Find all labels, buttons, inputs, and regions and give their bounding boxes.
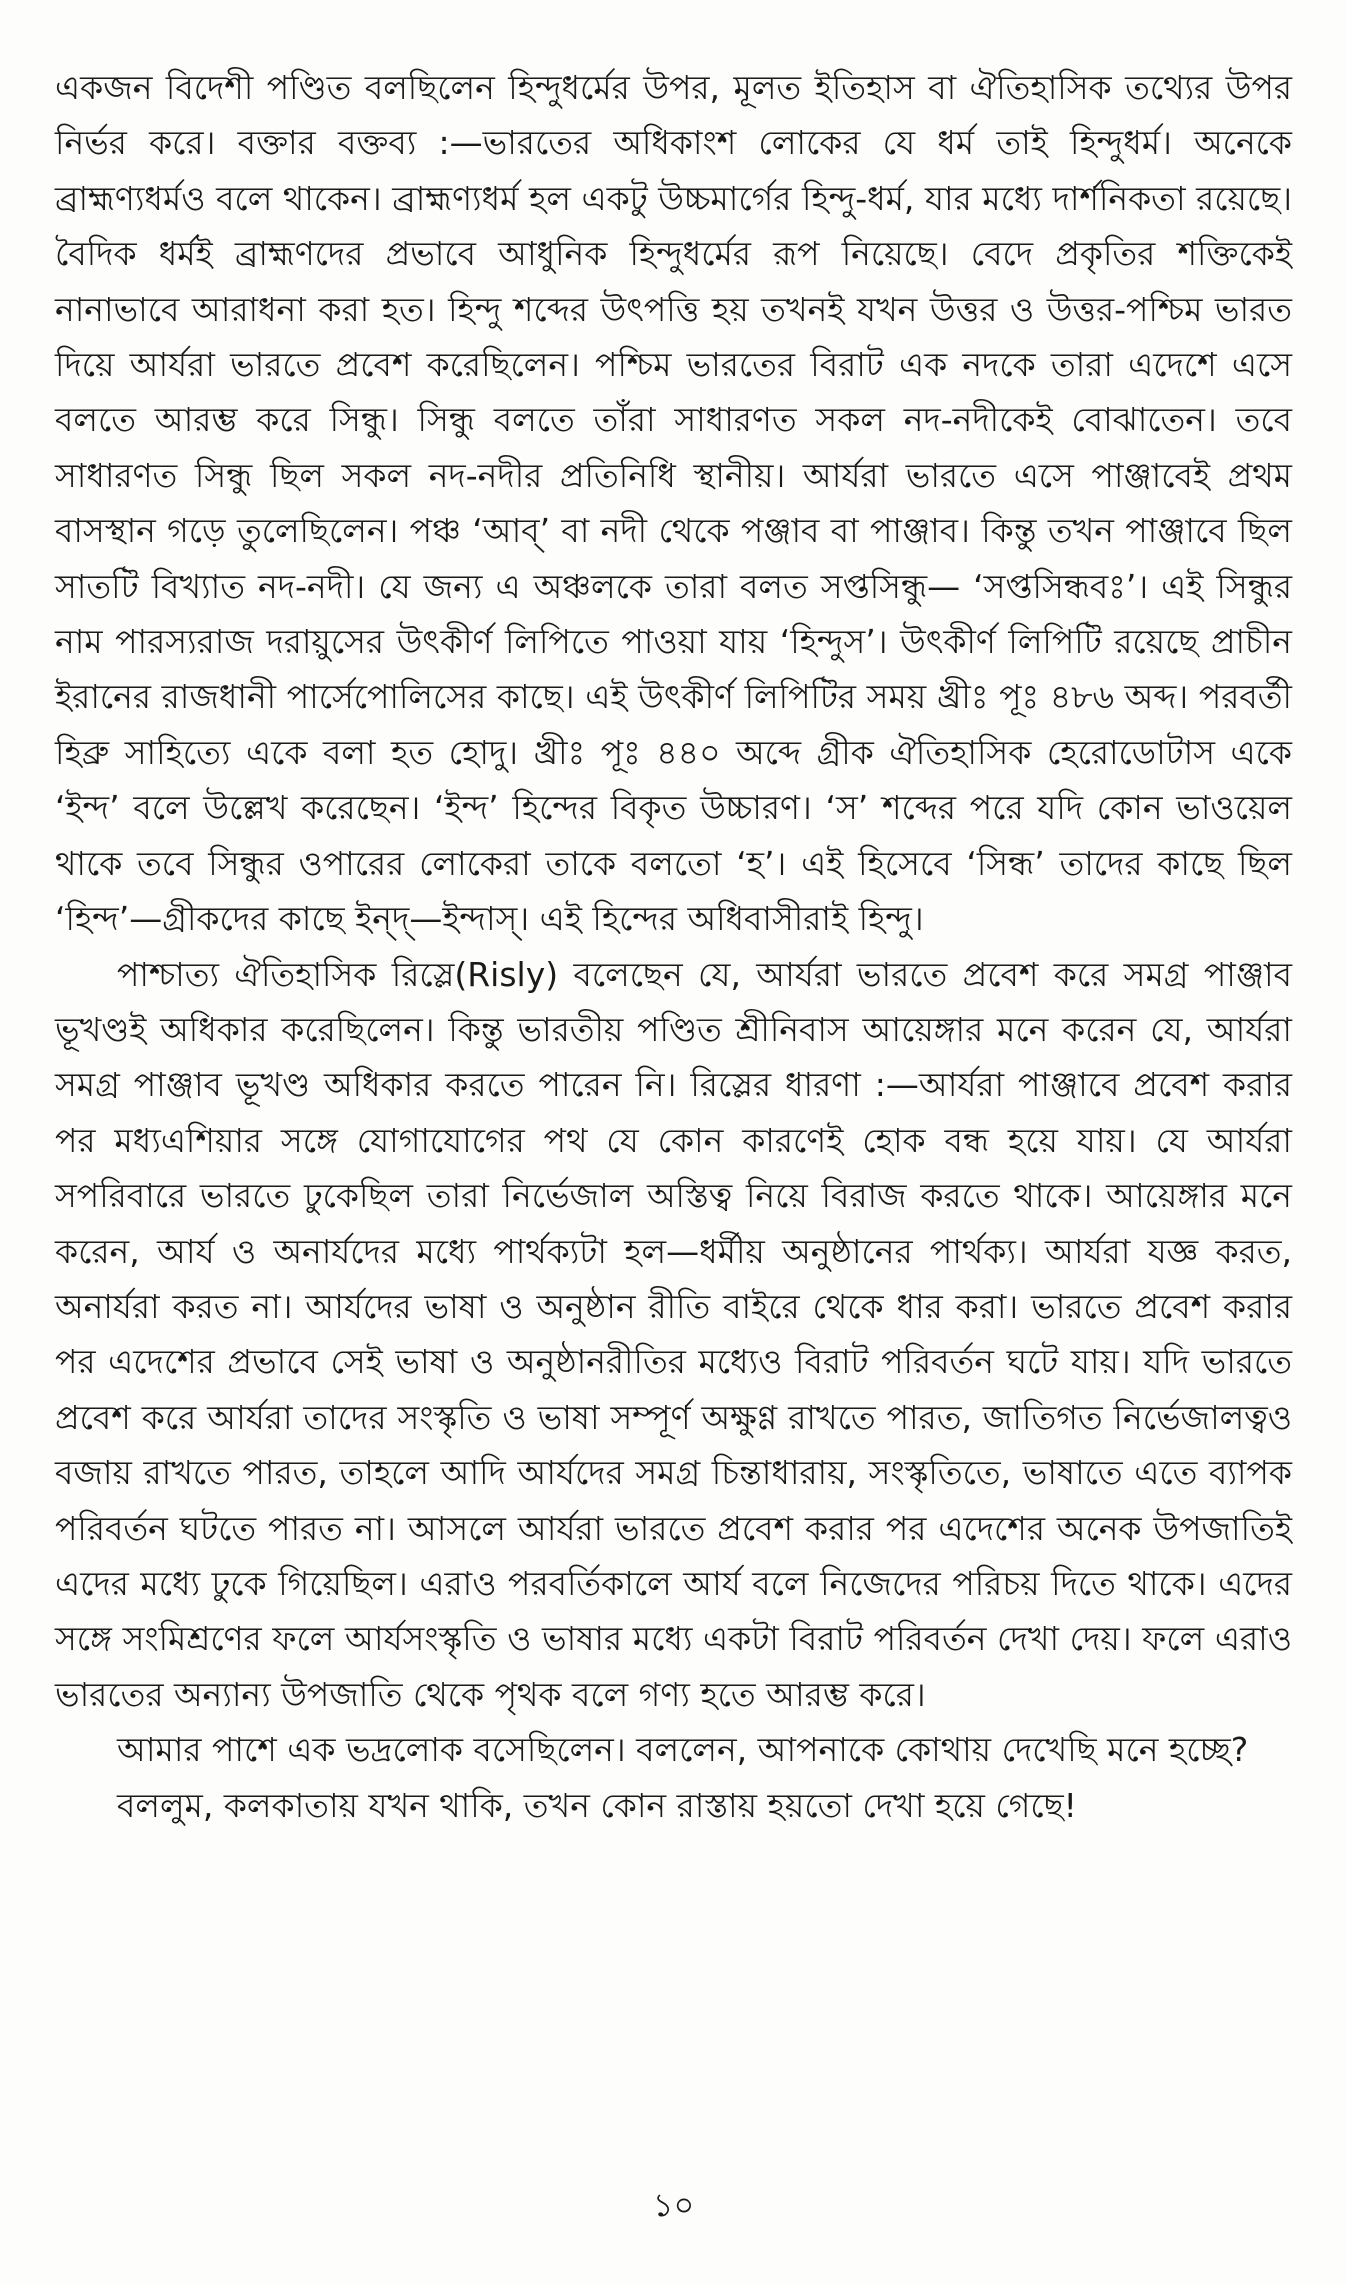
paragraph-hinduism-origin: একজন বিদেশী পণ্ডিত বলছিলেন হিন্দুধর্মের উপর, মূলত ইতিহাস বা ঐতিহাসিক তথ্যের উপর নির্ভর করে। বক্তার বক্তব্য :—ভারতের অধিকাংশ লোকের যে ধর্ম তাই হিন্দুধর্ম। অনেকে ব্রাহ্মণ্যধর্মও বলে থাকেন। ব্রাহ্মণ্যধর্ম হল একটু উচ্চমার্গের হিন্দু-ধর্ম, যার মধ্যে দার্শনিকতা রয়েছে। বৈদিক ধর্মই ব্রাহ্মণদের প্রভাবে আধুনিক হিন্দুধর্মের রূপ নিয়েছে। বেদে প্রকৃতির শক্তিকেই নানাভাবে আরাধনা করা হত। হিন্দু শব্দের উৎপত্তি হয় তখনই যখন উত্তর ও উত্তর-পশ্চিম ভারত দিয়ে আর্যরা ভারতে প্রবেশ করেছিলেন। পশ্চিম ভারতের বিরাট এক নদকে তারা এদেশে এসে বলতে আরম্ভ করে সিন্ধু। সিন্ধু বলতে তাঁরা সাধারণত সকল নদ-নদীকেই বোঝাতেন। তবে সাধারণত সিন্ধু ছিল সকল নদ-নদীর প্রতিনিধি স্থানীয়। আর্যরা ভারতে এসে পাঞ্জাবেই প্রথম বাসস্থান গড়ে তুলেছিলেন। পঞ্চ ‘আব্’ বা নদী থেকে পঞ্জাব বা পাঞ্জাব। কিন্তু তখন পাঞ্জাবে ছিল সাতটি বিখ্যাত নদ-নদী। যে জন্য এ অঞ্চলকে তারা বলত সপ্তসিন্ধু— ‘সপ্তসিন্ধবঃ’। এই সিন্ধুর নাম পারস্যরাজ দরায়ুসের উৎকীর্ণ লিপিতে পাওয়া যায় ‘হিন্দুস’। উৎকীর্ণ লিপিটি রয়েছে প্রাচীন ইরানের রাজধানী পার্সেপোলিসের কাছে। এই উৎকীর্ণ লিপিটির সময় খ্রীঃ পূঃ ৪৮৬ অব্দ। পরবর্তী হিব্রু সাহিত্যে একে বলা হত হোদু। খ্রীঃ পূঃ ৪৪০ অব্দে গ্রীক ঐতিহাসিক হেরোডোটাস একে ‘ইন্দ’ বলে উল্লেখ করেছেন। ‘ইন্দ’ হিন্দের বিকৃত উচ্চারণ। ‘স’ শব্দের পরে যদি কোন ভাওয়েল থাকে তবে সিন্ধুর ওপারের লোকেরা তাকে বলতো ‘হ’। এই হিসেবে ‘সিন্ধ’ তাদের কাছে ছিল ‘হিন্দ’—গ্রীকদের কাছে ইন্দ্—ইন্দাস্। এই হিন্দের অধিবাসীরাই হিন্দু। [55, 68, 1292, 939]
page-number: ১০ [652, 2186, 695, 2224]
paragraph-reply: বললুম, কলকাতায় যখন থাকি, তখন কোন রাস্তায় হয়তো দেখা হয়ে গেছে! [117, 1785, 1077, 1825]
page-body [55, 60, 1292, 2190]
paragraph-gentleman-question: আমার পাশে এক ভদ্রলোক বসেছিলেন। বললেন, আপনাকে কোথায় দেখেছি মনে হচ্ছে? [117, 1730, 1249, 1770]
paragraph-risley-iyengar: পাশ্চাত্য ঐতিহাসিক রিস্লে(Risly) বলেছেন যে, আর্যরা ভারতে প্রবেশ করে সমগ্র পাঞ্জাব ভূখণ্ডই অধিকার করেছিলেন। কিন্তু ভারতীয় পণ্ডিত শ্রীনিবাস আয়েঙ্গার মনে করেন যে, আর্যরা সমগ্র পাঞ্জাব ভূখণ্ড অধিকার করতে পারেন নি। রিস্লের ধারণা :—আর্যরা পাঞ্জাবে প্রবেশ করার পর মধ্যএশিয়ার সঙ্গে যোগাযোগের পথ যে কোন কারণেই হোক বন্ধ হয়ে যায়। যে আর্যরা সপরিবারে ভারতে ঢুকেছিল তারা নির্ভেজাল অস্তিত্ব নিয়ে বিরাজ করতে থাকে। আয়েঙ্গার মনে করেন, আর্য ও অনার্যদের মধ্যে পার্থক্যটা হল—ধর্মীয় অনুষ্ঠানের পার্থক্য। আর্যরা যজ্ঞ করত, অনার্যরা করত না। আর্যদের ভাষা ও অনুষ্ঠান রীতি বাইরে থেকে ধার করা। ভারতে প্রবেশ করার পর এদেশের প্রভাবে সেই ভাষা ও অনুষ্ঠানরীতির মধ্যেও বিরাট পরিবর্তন ঘটে যায়। যদি ভারতে প্রবেশ করে আর্যরা তাদের সংস্কৃতি ও ভাষা সম্পূর্ণ অক্ষুণ্ণ রাখতে পারত, জাতিগত নির্ভেজালত্বও বজায় রাখতে পারত, তাহলে আদি আর্যদের সমগ্র চিন্তাধারায়, সংস্কৃতিতে, ভাষাতে এতে ব্যাপক পরিবর্তন ঘটতে পারত না। আসলে আর্যরা ভারতে প্রবেশ করার পর এদেশের অনেক উপজাতিই এদের মধ্যে ঢুকে গিয়েছিল। এরাও পরবর্তিকালে আর্য বলে নিজেদের পরিচয় দিতে থাকে। এদের সঙ্গে সংমিশ্রণের ফলে আর্যসংস্কৃতি ও ভাষার মধ্যে একটা বিরাট পরিবর্তন দেখা দেয়। ফলে এরাও ভারতের অন্যান্য উপজাতি থেকে পৃথক বলে গণ্য হতে আরম্ভ করে। [55, 954, 1292, 1714]
